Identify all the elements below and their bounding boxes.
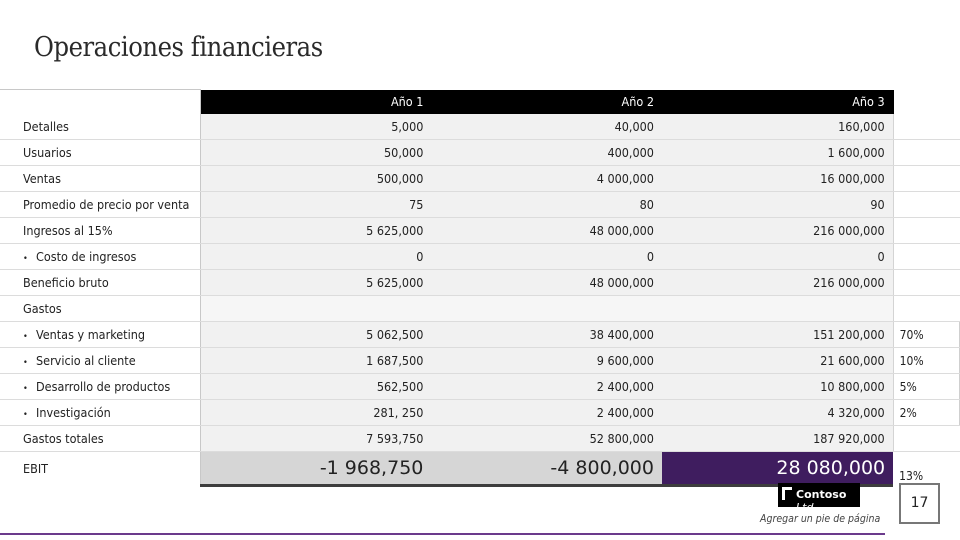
- year-2-value: 2 400,000: [431, 374, 662, 400]
- year-3-value: 151 200,000: [662, 322, 893, 348]
- bullet-icon: •: [23, 254, 28, 264]
- row-label: Promedio de precio por venta: [23, 197, 190, 212]
- year-1-value: 1 687,500: [200, 348, 431, 374]
- header-label-cell: [0, 90, 200, 115]
- percentage-cell: [893, 140, 959, 166]
- table-row: [0, 426, 960, 452]
- year-2-value: 400,000: [431, 140, 662, 166]
- logo-text: [796, 488, 860, 514]
- financial-table: [0, 89, 960, 487]
- row-label-cell: [0, 322, 200, 348]
- year-1-value: 0: [200, 244, 431, 270]
- year-3-value: 1 600,000: [662, 140, 893, 166]
- year-3-value: 28 080,000: [662, 452, 893, 486]
- row-label: Detalles: [23, 119, 69, 134]
- table-row: [0, 114, 960, 140]
- year-3-value: 0: [662, 244, 893, 270]
- year-2-value: 52 800,000: [431, 426, 662, 452]
- year-3-value: 160,000: [662, 114, 893, 140]
- year-2-value: 4 000,000: [431, 166, 662, 192]
- row-label-cell: [0, 192, 200, 218]
- year-3-value: 16 000,000: [662, 166, 893, 192]
- row-label: EBIT: [23, 461, 48, 476]
- bullet-icon: •: [23, 384, 28, 394]
- year-2-value: [431, 296, 662, 322]
- row-label-cell: [0, 348, 200, 374]
- year-2-value: 80: [431, 192, 662, 218]
- percentage-cell: [893, 244, 959, 270]
- year-2-value: -4 800,000: [431, 452, 662, 486]
- row-label-cell: [0, 296, 200, 322]
- company-logo: [778, 483, 860, 514]
- year-3-value: 4 320,000: [662, 400, 893, 426]
- header-year-2: Año 2: [431, 90, 662, 115]
- row-label-cell: [0, 452, 200, 486]
- footer-text: Agregar un pie de página: [760, 513, 881, 525]
- percentage-cell: 13%: [899, 469, 924, 483]
- row-label: Gastos totales: [23, 431, 104, 446]
- year-2-value: 2 400,000: [431, 400, 662, 426]
- table-row: [0, 218, 960, 244]
- table-row: [0, 166, 960, 192]
- table-row: [0, 452, 960, 486]
- year-3-value: 216 000,000: [662, 218, 893, 244]
- row-label: Gastos: [23, 301, 62, 316]
- year-3-value: 21 600,000: [662, 348, 893, 374]
- year-1-value: 5 625,000: [200, 218, 431, 244]
- table-row: [0, 140, 960, 166]
- year-1-value: [200, 296, 431, 322]
- year-1-value: 281, 250: [200, 400, 431, 426]
- bullet-icon: •: [23, 410, 28, 420]
- year-2-value: 9 600,000: [431, 348, 662, 374]
- year-1-value: 5 625,000: [200, 270, 431, 296]
- table-body: [0, 90, 960, 486]
- row-label-cell: [0, 166, 200, 192]
- table-row: [0, 270, 960, 296]
- year-2-value: 48 000,000: [431, 270, 662, 296]
- table-row: [0, 322, 960, 348]
- row-label: Investigación: [36, 405, 111, 420]
- percentage-cell: [893, 166, 959, 192]
- year-1-value: 5 062,500: [200, 322, 431, 348]
- year-1-value: 50,000: [200, 140, 431, 166]
- percentage-cell: [893, 114, 959, 140]
- table-row: [0, 348, 960, 374]
- row-label: Costo de ingresos: [36, 249, 137, 264]
- percentage-cell: 10%: [893, 348, 959, 374]
- table-row: [0, 192, 960, 218]
- row-label: Ventas: [23, 171, 61, 186]
- row-label: Servicio al cliente: [36, 353, 136, 368]
- table-header-row: [0, 90, 960, 115]
- percentage-cell: [893, 296, 959, 322]
- bullet-icon: •: [23, 332, 28, 342]
- percentage-cell: 5%: [893, 374, 959, 400]
- row-label-cell: [0, 244, 200, 270]
- year-2-value: 40,000: [431, 114, 662, 140]
- logo-suffix: Ltd.: [796, 501, 817, 514]
- year-1-value: -1 968,750: [200, 452, 431, 486]
- year-3-value: 216 000,000: [662, 270, 893, 296]
- table-row: [0, 296, 960, 322]
- year-3-value: [662, 296, 893, 322]
- year-3-value: 187 920,000: [662, 426, 893, 452]
- row-label-cell: [0, 218, 200, 244]
- logo-name: Contoso: [796, 488, 847, 501]
- percentage-cell: [893, 270, 959, 296]
- year-2-value: 0: [431, 244, 662, 270]
- percentage-cell: [893, 218, 959, 244]
- row-label: Desarrollo de productos: [36, 379, 171, 394]
- year-1-value: 500,000: [200, 166, 431, 192]
- header-pct-cell: [893, 90, 959, 115]
- row-label-cell: [0, 374, 200, 400]
- year-1-value: 7 593,750: [200, 426, 431, 452]
- year-3-value: 10 800,000: [662, 374, 893, 400]
- table-row: [0, 244, 960, 270]
- row-label-cell: [0, 270, 200, 296]
- row-label: Beneficio bruto: [23, 275, 109, 290]
- header-year-3: Año 3: [662, 90, 893, 115]
- logo-corner-mark: [782, 487, 792, 500]
- year-3-value: 90: [662, 192, 893, 218]
- year-2-value: 48 000,000: [431, 218, 662, 244]
- percentage-cell: [893, 192, 959, 218]
- page-number: 17: [899, 483, 940, 524]
- row-label: Ingresos al 15%: [23, 223, 113, 238]
- row-label-cell: [0, 140, 200, 166]
- year-1-value: 75: [200, 192, 431, 218]
- row-label-cell: [0, 426, 200, 452]
- slide-title: Operaciones financieras: [34, 32, 323, 63]
- bullet-icon: •: [23, 358, 28, 368]
- percentage-cell: [893, 426, 959, 452]
- percentage-cell: 2%: [893, 400, 959, 426]
- year-1-value: 5,000: [200, 114, 431, 140]
- percentage-cell: 70%: [893, 322, 959, 348]
- table-row: [0, 400, 960, 426]
- row-label-cell: [0, 114, 200, 140]
- year-1-value: 562,500: [200, 374, 431, 400]
- row-label: Ventas y marketing: [36, 327, 145, 342]
- header-year-1: Año 1: [200, 90, 431, 115]
- year-2-value: 38 400,000: [431, 322, 662, 348]
- row-label: Usuarios: [23, 145, 72, 160]
- table-row: [0, 374, 960, 400]
- row-label-cell: [0, 400, 200, 426]
- accent-line: [0, 533, 885, 535]
